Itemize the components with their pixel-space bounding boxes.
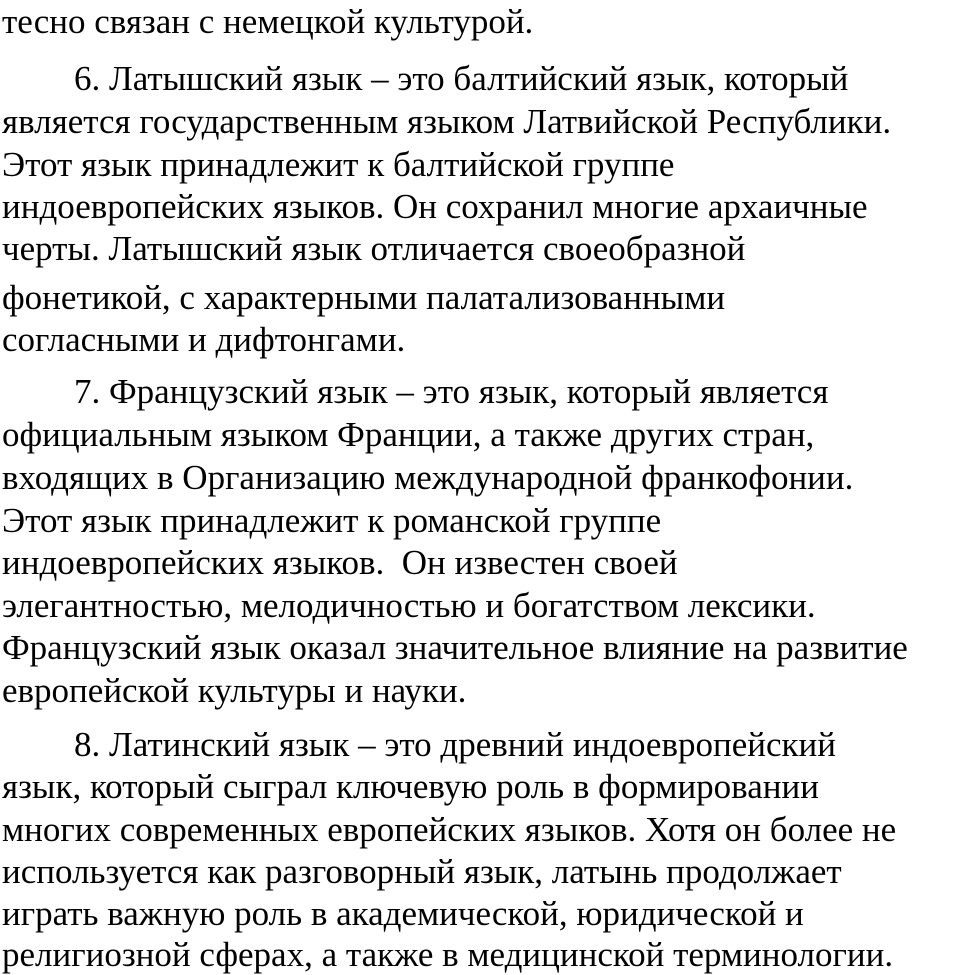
paragraph-7-first-line: 7. Французский язык – это язык, который является: [74, 372, 829, 411]
text-line: черты. Латышский язык отличается своеобразной: [2, 229, 746, 268]
text-line: тесно связан с немецкой культурой.: [2, 2, 534, 41]
paragraph-6-first-line: 6. Латышский язык – это балтийский язык, который: [74, 59, 849, 98]
text-line: религиозной сферах, а также в медицинской терминологии.: [2, 935, 894, 974]
text-line: индоевропейских языков. Он известен своей: [2, 543, 678, 582]
text-line: фонетикой, с характерными палатализованными: [2, 278, 726, 317]
text-line: европейской культуры и науки.: [2, 671, 467, 710]
text-line: индоевропейских языков. Он сохранил многие архаичные: [2, 187, 868, 226]
text-line: элегантностью, мелодичностью и богатством лексики.: [2, 586, 816, 625]
text-line: официальным языком Франции, а также других стран,: [2, 415, 815, 454]
paragraph-8-first-line: 8. Латинский язык – это древний индоевропейский: [74, 725, 836, 764]
text-line: входящих в Организацию международной франкофонии.: [2, 458, 854, 497]
text-line: Французский язык оказал значительное влияние на развитие: [2, 628, 908, 667]
text-line: многих современных европейских языков. Хотя он более не: [2, 810, 897, 849]
text-line: используется как разговорный язык, латынь продолжает: [2, 852, 842, 891]
text-line: играть важную роль в академической, юридической и: [2, 894, 804, 933]
text-line: Этот язык принадлежит к балтийской группе: [2, 145, 675, 184]
text-line: согласными и дифтонгами.: [2, 320, 406, 359]
text-line: Этот язык принадлежит к романской группе: [2, 501, 662, 540]
text-line: является государственным языком Латвийской Республики.: [2, 102, 892, 141]
text-line: язык, который сыграл ключевую роль в формировании: [2, 767, 819, 806]
